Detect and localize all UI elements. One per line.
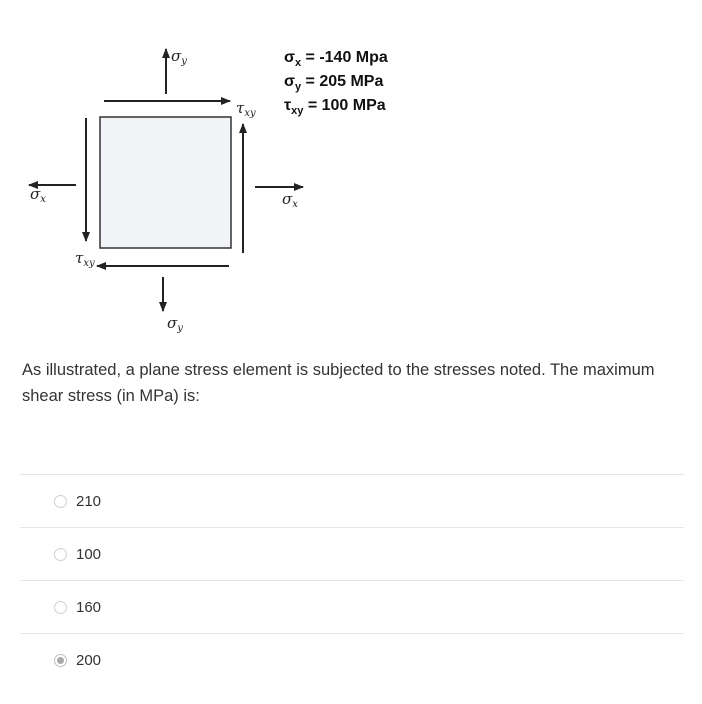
- choice-label: 100: [76, 545, 102, 563]
- stress-element-diagram: [0, 0, 702, 350]
- sigma-y-bottom-label: σy: [167, 314, 183, 334]
- sigma-y-top-label: σy: [171, 47, 187, 67]
- answer-choices: [20, 474, 684, 686]
- choice-100[interactable]: [20, 527, 684, 580]
- choice-200[interactable]: [20, 633, 684, 686]
- choice-label: 210: [76, 492, 102, 510]
- sigma-x-right-label: σx: [282, 190, 298, 210]
- radio-button[interactable]: [54, 495, 67, 508]
- sigma-x-left-label: σx: [30, 185, 46, 205]
- choice-160[interactable]: [20, 580, 684, 633]
- choice-label: 160: [76, 598, 102, 616]
- choice-210[interactable]: [20, 474, 684, 527]
- given-tau-xy: $\tau_{xy} = 100$ MPa: [284, 97, 386, 117]
- tau-xy-top-label: τxy: [236, 99, 256, 119]
- radio-button-selected[interactable]: [54, 654, 67, 667]
- question-text: As illustrated, a plane stress element is subjected to the stresses noted. The maximum shear stress (in MPa) is:: [22, 361, 655, 405]
- stress-element-square: [100, 117, 231, 248]
- tau-xy-bottom-label: τxy: [75, 249, 95, 269]
- radio-button[interactable]: [54, 548, 67, 561]
- given-sigma-y: $\sigma_y = 205$ MPa: [284, 73, 384, 93]
- choice-label: 200: [76, 651, 102, 669]
- given-sigma-x: $\sigma_x = -140$ Mpa: [284, 49, 388, 69]
- radio-button[interactable]: [54, 601, 67, 614]
